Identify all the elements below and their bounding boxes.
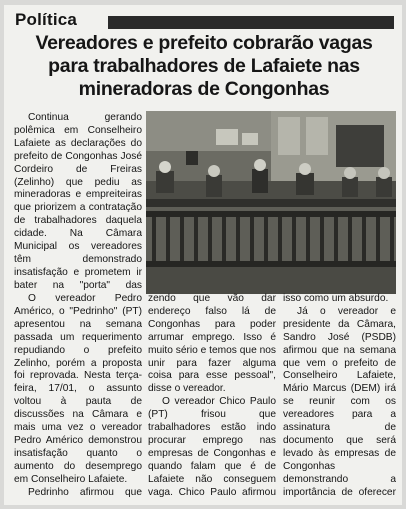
- council-chamber-illustration: [146, 111, 396, 294]
- council-chamber-photo: [146, 111, 396, 294]
- headline-line-2: para trabalhadores de Lafaiete nas: [48, 55, 360, 77]
- article-column-3: [283, 293, 396, 498]
- article-paragraph: Continua gerando polêmica em Conselheiro Lafaiete as declarações do prefeito de Congonhas José Cordeiro de Freiras (Zelinho) que pediu as mineradoras e empreiteiras que priorizem a contratação de trabalhadores daquela cidade. Na Câmara Municipal os vereadores têm demonstrado insatisfação e prometem ir bater na "porta" das: [14, 112, 142, 291]
- headline-line-1: Vereadores e prefeito cobrarão vagas: [35, 32, 373, 54]
- article-paragraph: Pedrinho afirmou que: [28, 486, 142, 498]
- article-paragraph: isso como um absurdo.: [283, 293, 389, 304]
- article-paragraph: O vereador Pedro Américo, o "Pedrinho" (PT) apresentou na semana passada um requerimento repudiando o prefeito Zelinho, porém a proposta foi reprovada. Nesta terça-feira, 17/01, o assunto voltou à pauta de discussões na Câmara e mais uma vez o vereador Pedro Américo demonstrou insatisfação quanto o aumento do desemprego em Conselheiro Lafaiete.: [14, 293, 142, 485]
- section-bar: [108, 16, 394, 29]
- article-column-2: [148, 293, 276, 498]
- article-paragraph: zendo que vão dar endereço falso lá de Congonhas para poder arrumar emprego. Isso é muito sério e temos que nos unir para fazer alguma coisa para esse pessoal", disse o vereador.: [148, 293, 276, 395]
- headline: [12, 32, 396, 101]
- article-column-1-top: [14, 112, 142, 292]
- article-column-1-bottom: [14, 293, 142, 498]
- headline-line-3: mineradoras de Congonhas: [78, 78, 330, 100]
- article-paragraph: O vereador Chico Paulo (PT) frisou que trabalhadores estão indo procurar emprego nas empresas de Congonhas e quando falam que é de Lafaiete não conseguem vaga. Chico Paulo afirmou: [148, 396, 276, 498]
- section-label: Política: [15, 10, 78, 29]
- article-paragraph: Já o vereador e presidente da Câmara, Sandro José (PSDB) afirmou que na semana que vem o prefeito de Conselheiro Lafaiete, Mário Marcus (DEM) irá se reunir com os vereadores para a assinatura de documento que será levado às empresas de Congonhas demonstrando a importância de oferecer: [283, 305, 396, 498]
